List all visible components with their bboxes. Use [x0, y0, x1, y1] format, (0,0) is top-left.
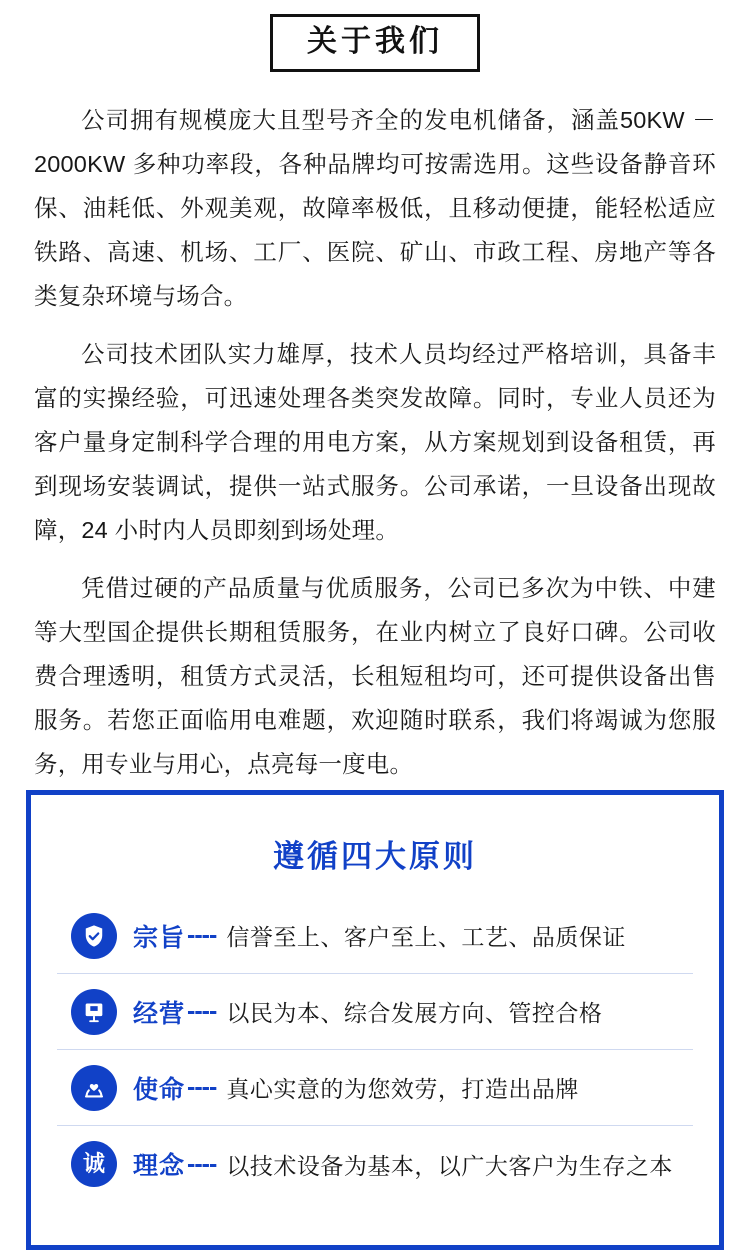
page-title-wrap — [0, 0, 750, 72]
principle-dash: ---- — [187, 921, 217, 949]
shield-check-icon — [71, 913, 117, 959]
principle-dash: ---- — [187, 1149, 217, 1178]
principle-text: 真心实意的为您效劳，打造出品牌 — [226, 1076, 579, 1102]
about-paragraph-3: 凭借过硬的产品质量与优质服务，公司已多次为中铁、中建等大型国企提供长期租赁服务，在业内树立了良好口碑。公司收费合理透明，租赁方式灵活，长租短租均可，还可提供设备出售服务。若您正面临用电难题，欢迎随时联系，我们将竭诚为您服务，用专业与用心，点亮每一度电。 — [34, 575, 716, 777]
about-paragraph-2: 公司技术团队实力雄厚，技术人员均经过严格培训，具备丰富的实操经验，可迅速处理各类突发故障。同时，专业人员还为客户量身定制科学合理的用电方案，从方案规划到设备租赁，再到现场安装调试，提供一站式服务。公司承诺，一旦设备出现故障，24 小时内人员即刻到场处理。 — [34, 341, 716, 543]
list-item — [57, 898, 693, 974]
principle-dash: ---- — [187, 997, 217, 1025]
list-item — [57, 1126, 693, 1202]
principle-label: 使命 — [133, 1075, 186, 1104]
principle-text: 以民为本、综合发展方向、管控合格 — [226, 1000, 603, 1026]
principle-text: 以技术设备为基本，以广大客户为生存之本 — [226, 1152, 673, 1179]
principle-text: 信誉至上、客户至上、工艺、品质保证 — [226, 924, 626, 950]
principles-title: 遵循四大原则 — [273, 839, 477, 874]
list-item — [57, 974, 693, 1050]
about-paragraph-1: 公司拥有规模庞大且型号齐全的发电机储备，涵盖50KW －2000KW 多种功率段，各种品牌均可按需选用。这些设备静音环保、油耗低、外观美观，故障率极低，且移动便捷，能轻松适应铁路、高速、机场、工厂、医院、矿山、市政工程、房地产等各类复杂环境与场合。 — [34, 107, 716, 309]
heart-hands-icon — [71, 1065, 117, 1111]
page-title: 关于我们 — [270, 14, 480, 72]
list-item — [57, 1050, 693, 1126]
cheng-character-icon — [71, 1141, 117, 1187]
about-body — [34, 98, 716, 786]
principle-label: 宗旨 — [133, 923, 186, 952]
principles-panel — [26, 790, 724, 1250]
flag-icon — [71, 989, 117, 1035]
principle-label: 理念 — [133, 1152, 186, 1180]
principle-dash: ---- — [187, 1073, 217, 1101]
cheng-character-glyph: 诚 — [82, 1151, 105, 1176]
principle-label: 经营 — [133, 999, 186, 1028]
